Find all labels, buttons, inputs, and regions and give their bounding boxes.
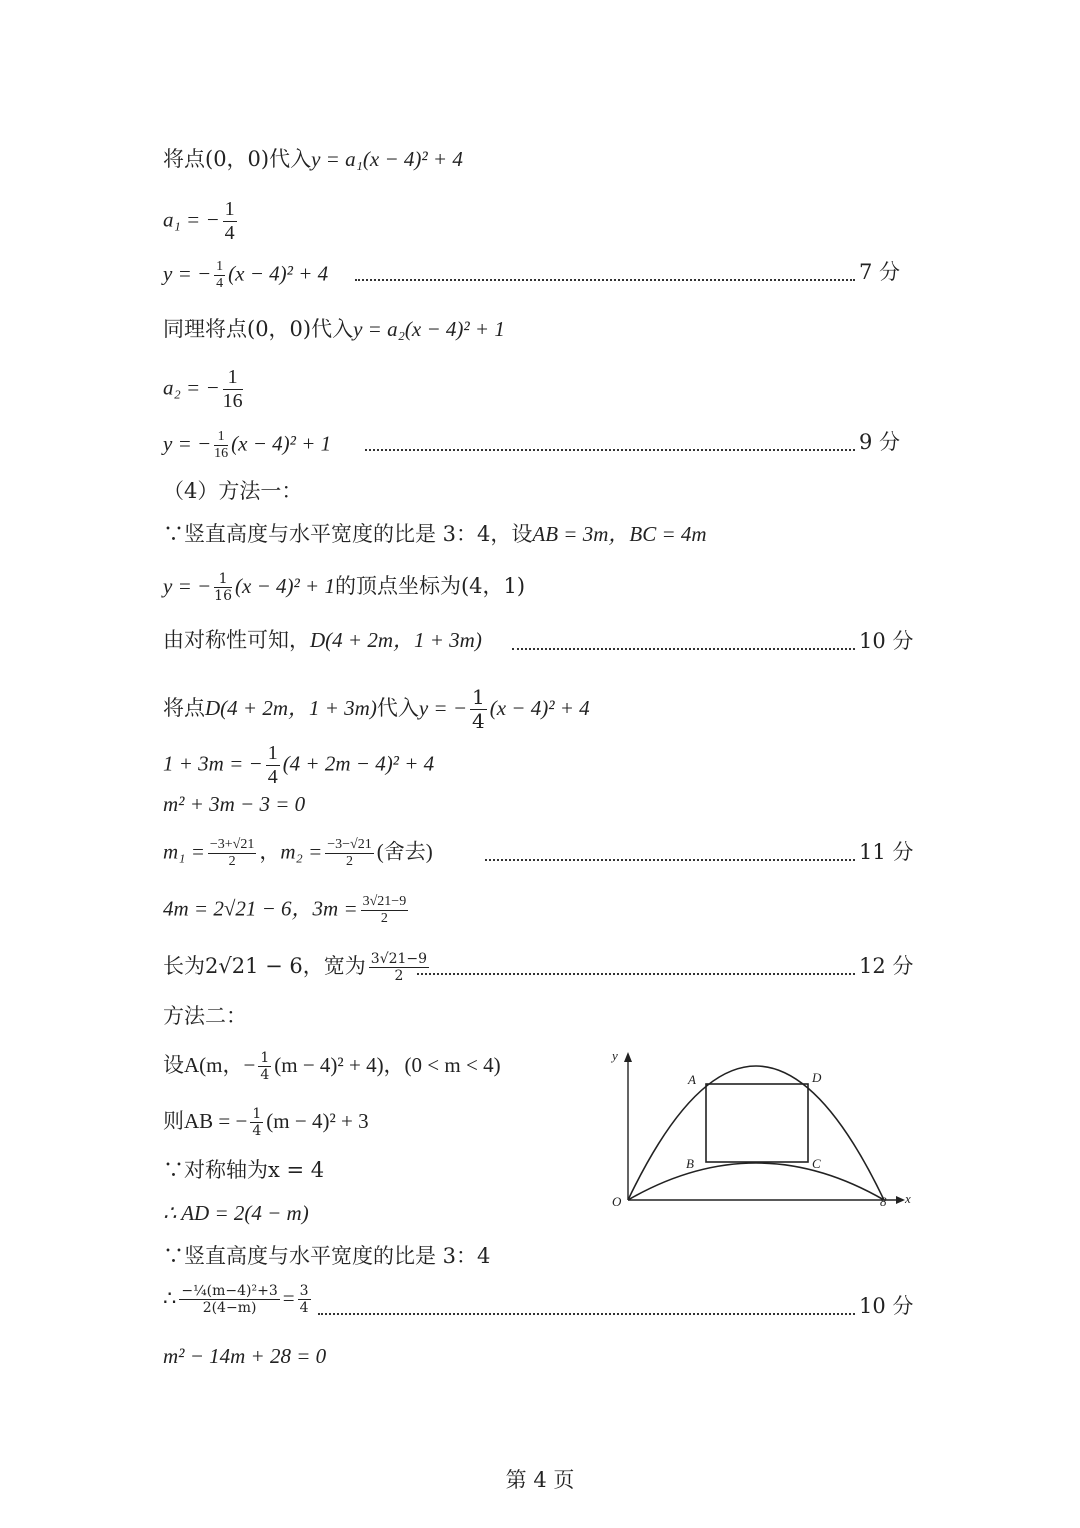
line-4-text: 同理将点(0，0)代入 bbox=[163, 317, 354, 341]
line-ad-length: ∴ AD = 2(4 − m) bbox=[163, 1201, 309, 1225]
line-10-text: 由对称性可知， bbox=[163, 628, 310, 652]
line-19-rhs: (m − 4)² + 3 bbox=[266, 1109, 369, 1134]
denominator: 16 bbox=[222, 390, 243, 412]
label-eight: 8 bbox=[880, 1194, 887, 1209]
line-11-text2: 代入 bbox=[376, 696, 419, 720]
line-18-rhs: (m − 4)² + 4)，(0 < m < 4) bbox=[274, 1053, 501, 1078]
line-1-text: 将点(0，0)代入 bbox=[163, 147, 312, 171]
page-number: 第 4 页 bbox=[505, 1468, 575, 1492]
denominator: 4 bbox=[260, 1067, 270, 1084]
line-vertex-coordinates bbox=[163, 571, 525, 604]
denominator: 16 bbox=[214, 588, 232, 605]
line-11-text: 将点 bbox=[163, 696, 205, 720]
line-1-math: y = a₁(x − 4)² + 4 bbox=[311, 147, 463, 171]
fraction bbox=[250, 1106, 263, 1139]
line-11-math: D(4 + 2m，1 + 3m) bbox=[205, 696, 377, 720]
fraction bbox=[298, 1283, 311, 1316]
label-y: y bbox=[612, 1048, 618, 1063]
label-a: A bbox=[688, 1072, 696, 1087]
line-substitute-d bbox=[163, 686, 590, 733]
line-5-lhs: a₂ = − bbox=[163, 375, 220, 400]
line-quadratic: m² + 3m − 3 = 0 bbox=[163, 792, 306, 816]
numerator: −3−√21 bbox=[325, 837, 373, 854]
numerator: 1 bbox=[260, 1050, 270, 1066]
inner-parabola bbox=[628, 1163, 884, 1200]
line-ab-length bbox=[163, 1106, 369, 1139]
line-8-text: ∵竖直高度与水平宽度的比是 3：4，设 bbox=[163, 522, 533, 546]
fraction bbox=[470, 686, 487, 733]
line-9-text: 的顶点坐标为(4，1) bbox=[334, 574, 526, 599]
numerator: −3+√21 bbox=[208, 837, 256, 854]
line-ratio-statement bbox=[163, 524, 707, 545]
fraction bbox=[214, 259, 225, 292]
line-3-rhs: (x − 4)² + 4 bbox=[228, 261, 329, 286]
numerator: 1 bbox=[223, 366, 243, 390]
numerator: 1 bbox=[214, 571, 232, 588]
label-c: C bbox=[812, 1156, 821, 1171]
line-substitute-origin bbox=[163, 149, 463, 170]
line-second-parabola bbox=[163, 429, 331, 462]
score-label: 7 分 bbox=[859, 260, 901, 284]
fraction bbox=[266, 742, 280, 789]
outer-parabola bbox=[628, 1066, 884, 1200]
line-10-math: D(4 + 2m，1 + 3m) bbox=[310, 628, 482, 652]
numerator: 1 bbox=[214, 429, 228, 446]
denominator: 2 bbox=[380, 911, 388, 927]
label-x: x bbox=[905, 1191, 911, 1206]
numerator: −¼(m−4)²+3 bbox=[181, 1283, 278, 1299]
numerator: 3 bbox=[299, 1283, 309, 1299]
parabola-rectangle-figure bbox=[600, 1040, 920, 1220]
separator: ， bbox=[259, 839, 281, 864]
line-9-lhs: y = − bbox=[163, 574, 212, 599]
denominator: 2 bbox=[346, 854, 353, 870]
leader-dots bbox=[365, 449, 855, 451]
line-15-text: 4m = 2√21 − 6，3m = bbox=[163, 896, 358, 921]
line-11-lhs: y = − bbox=[418, 696, 467, 720]
numerator: 3√21−9 bbox=[361, 894, 409, 911]
fraction bbox=[214, 571, 232, 604]
section-heading-method-one: （4）方法一： bbox=[163, 479, 303, 503]
line-6-rhs: (x − 4)² + 1 bbox=[231, 431, 332, 456]
y-axis-arrow bbox=[624, 1052, 632, 1062]
score-label: 10 分 bbox=[859, 1294, 914, 1318]
denominator: 4 bbox=[216, 276, 224, 292]
line-length-width-values bbox=[163, 894, 411, 927]
leader-dots bbox=[485, 859, 855, 861]
label-origin: O bbox=[612, 1194, 622, 1209]
denominator: 2 bbox=[394, 968, 404, 985]
line-axis-of-symmetry: ∵对称轴为x = 4 bbox=[163, 1158, 325, 1182]
numerator: 3√21−9 bbox=[370, 951, 428, 967]
fraction bbox=[223, 366, 243, 413]
denominator: 4 bbox=[252, 1123, 262, 1140]
line-3-lhs: y = − bbox=[163, 261, 212, 286]
line-18-text: 设A(m，− bbox=[163, 1053, 256, 1078]
fraction bbox=[179, 1283, 279, 1316]
denominator: 16 bbox=[214, 446, 229, 462]
line-16-text: 长为2√21 − 6，宽为 bbox=[163, 954, 366, 979]
equals-sign: = bbox=[282, 1286, 295, 1311]
numerator: 1 bbox=[267, 742, 278, 764]
line-14-m1: m₁ = bbox=[163, 839, 205, 864]
line-19-text: 则AB = − bbox=[163, 1109, 248, 1134]
denominator: 2(4−m) bbox=[202, 1300, 257, 1317]
denominator: 2 bbox=[228, 854, 236, 870]
score-label: 9 分 bbox=[859, 430, 901, 454]
fraction bbox=[325, 837, 373, 870]
fraction bbox=[258, 1050, 271, 1083]
line-14-m2: m₂ = bbox=[280, 839, 323, 864]
line-9-rhs: (x − 4)² + 1 bbox=[235, 574, 335, 599]
line-ratio-statement-2: ∵竖直高度与水平宽度的比是 3：4 bbox=[163, 1244, 491, 1268]
therefore-symbol: ∴ bbox=[163, 1286, 177, 1311]
score-label: 11 分 bbox=[859, 840, 914, 864]
line-roots bbox=[163, 837, 433, 870]
label-b: B bbox=[686, 1156, 694, 1171]
numerator: 1 bbox=[224, 198, 235, 220]
denominator: 4 bbox=[224, 222, 235, 244]
line-symmetry-point-d bbox=[163, 630, 482, 651]
leader-dots bbox=[355, 279, 855, 281]
line-a2-value bbox=[163, 366, 246, 413]
fraction bbox=[369, 951, 429, 984]
numerator: 1 bbox=[472, 685, 485, 709]
leader-dots bbox=[512, 648, 855, 650]
label-d: D bbox=[812, 1070, 822, 1085]
line-8-math: AB = 3m，BC = 4m bbox=[532, 522, 707, 546]
line-4-math: y = a₂(x − 4)² + 1 bbox=[353, 317, 505, 341]
line-ratio-equation bbox=[163, 1283, 314, 1316]
numerator: 1 bbox=[214, 259, 225, 276]
line-12-lhs: 1 + 3m = − bbox=[163, 751, 263, 776]
score-label: 12 分 bbox=[859, 954, 914, 978]
discard-note: (舍去) bbox=[376, 839, 433, 864]
inscribed-rectangle bbox=[706, 1084, 808, 1162]
line-12-rhs: (4 + 2m − 4)² + 4 bbox=[282, 751, 435, 776]
denominator: 4 bbox=[472, 709, 485, 733]
line-6-lhs: y = − bbox=[163, 431, 212, 456]
fraction bbox=[208, 837, 256, 870]
line-2-lhs: a₁ = − bbox=[163, 207, 220, 232]
line-answer-dimensions bbox=[163, 951, 432, 984]
score-label: 10 分 bbox=[859, 629, 914, 653]
fraction bbox=[223, 198, 237, 245]
denominator: 4 bbox=[299, 1300, 309, 1317]
line-similarly-substitute bbox=[163, 319, 505, 340]
section-heading-method-two: 方法二： bbox=[163, 1004, 247, 1028]
leader-dots bbox=[318, 1313, 855, 1315]
fraction bbox=[361, 894, 409, 927]
line-first-parabola bbox=[163, 259, 328, 292]
line-equation-expanded bbox=[163, 742, 434, 789]
line-11-rhs: (x − 4)² + 4 bbox=[489, 696, 590, 720]
fraction bbox=[214, 429, 228, 462]
line-set-point-a bbox=[163, 1050, 501, 1083]
denominator: 4 bbox=[267, 766, 278, 788]
line-final-quadratic: m² − 14m + 28 = 0 bbox=[163, 1344, 327, 1368]
line-a1-value bbox=[163, 198, 240, 245]
leader-dots bbox=[417, 973, 855, 975]
x-axis-arrow bbox=[896, 1196, 905, 1204]
numerator: 1 bbox=[252, 1106, 262, 1122]
